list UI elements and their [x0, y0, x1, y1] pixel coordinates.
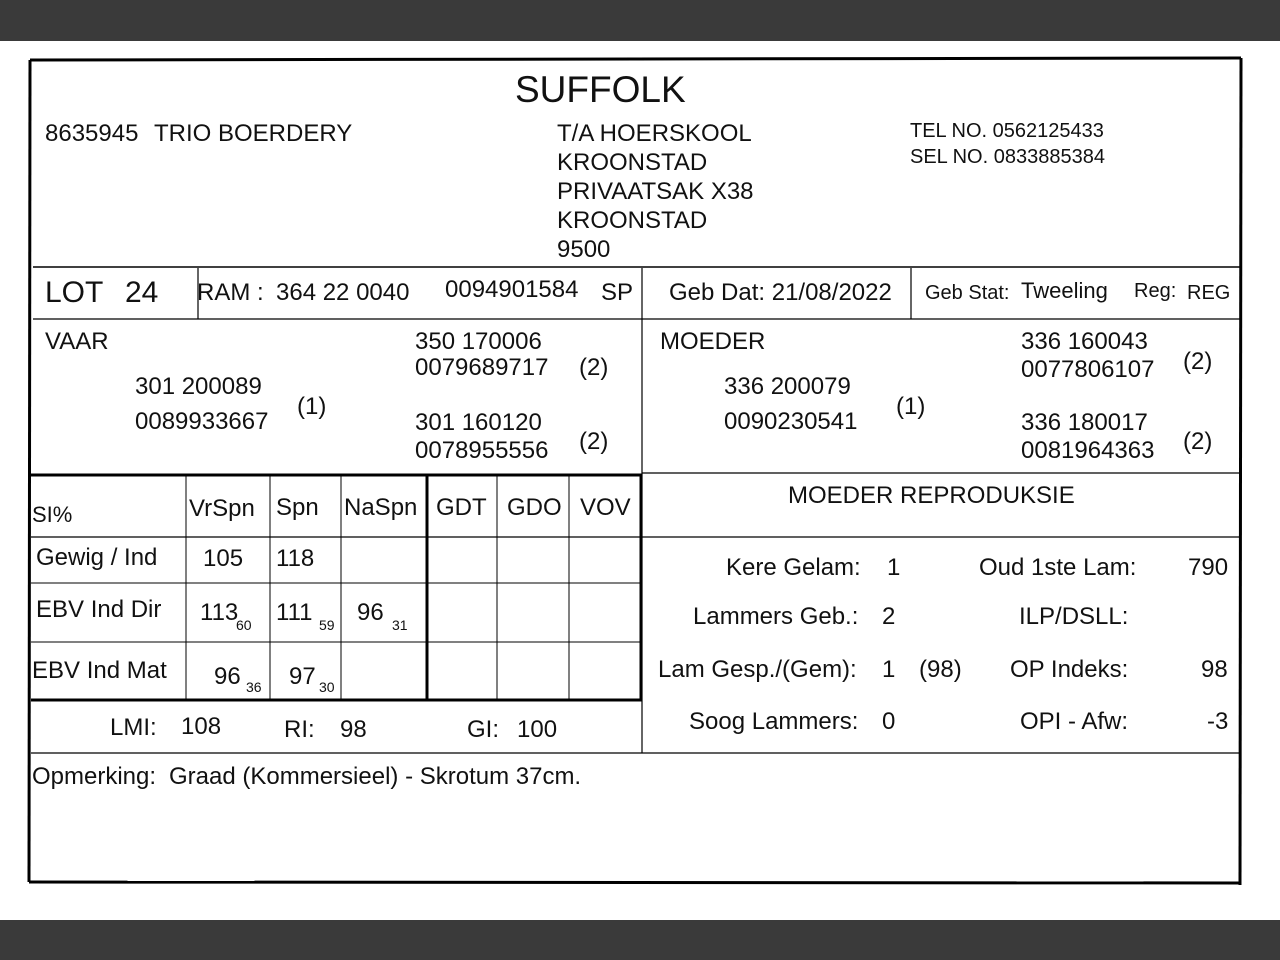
- remark-label: Opmerking:: [32, 763, 157, 790]
- sp-code: SP: [601, 279, 634, 306]
- registration-value: REG: [1187, 282, 1231, 304]
- owner-name: TRIO BOERDERY: [154, 120, 353, 147]
- remark-text: Graad (Kommersieel) - Skrotum 37cm.: [169, 763, 582, 790]
- soog-lammers-label: Soog Lammers:: [689, 708, 859, 735]
- ebv-dir-spn-accuracy: 59: [319, 617, 335, 633]
- sire-id: 301 200089: [135, 373, 262, 400]
- sire-sire-id: 350 170006: [415, 328, 542, 355]
- dam-sire-number: 0077806107: [1021, 356, 1155, 383]
- ebv-dir-spn: 111: [276, 599, 313, 626]
- dam-id: 336 200079: [724, 373, 851, 400]
- sire-label: VAAR: [45, 328, 109, 355]
- row-label-ebv-dir: EBV Ind Dir: [36, 596, 162, 623]
- breed-title: SUFFOLK: [515, 69, 686, 110]
- header-gdt: GDT: [436, 494, 487, 521]
- lam-gem-value: (98): [919, 656, 962, 683]
- ram-number: 364 22 0040: [276, 279, 410, 306]
- kere-gelam-value: 1: [887, 554, 901, 581]
- header-vov: VOV: [580, 494, 631, 521]
- lot-label: LOT: [45, 276, 104, 309]
- lam-gesp-value: 1: [882, 656, 896, 683]
- birth-date: Geb Dat: 21/08/2022: [669, 279, 892, 306]
- ri-label: RI:: [284, 716, 315, 743]
- ebv-mat-spn-accuracy: 30: [319, 679, 335, 695]
- ram-label: RAM :: [197, 279, 264, 306]
- birth-status-label: Geb Stat:: [925, 282, 1010, 304]
- lam-gesp-label: Lam Gesp./(Gem):: [658, 656, 857, 683]
- opi-afw-label: OPI - Afw:: [1020, 708, 1129, 735]
- sire-sire-number: 0079689717: [415, 354, 549, 381]
- op-indeks-label: OP Indeks:: [1010, 656, 1129, 683]
- sire-marker: (1): [297, 393, 327, 420]
- address-line-2: KROONSTAD: [557, 149, 708, 176]
- dam-marker: (1): [896, 393, 926, 420]
- registration-label: Reg:: [1134, 280, 1177, 302]
- dam-number: 0090230541: [724, 408, 858, 435]
- ram-id-number: 0094901584: [445, 276, 579, 303]
- ebv-dir-naspn: 96: [357, 599, 384, 626]
- opi-afw-value: -3: [1207, 708, 1229, 735]
- row-label-ebv-mat: EBV Ind Mat: [32, 657, 167, 684]
- dam-label: MOEDER: [660, 328, 766, 355]
- ri-value: 98: [340, 716, 367, 743]
- sire-dam-number: 0078955556: [415, 437, 549, 464]
- tel-number: TEL NO. 0562125433: [910, 120, 1104, 142]
- ebv-dir-naspn-accuracy: 31: [392, 617, 408, 633]
- lammers-geb-value: 2: [882, 603, 896, 630]
- address-postcode: 9500: [557, 236, 611, 263]
- header-gdo: GDO: [507, 494, 562, 521]
- owner-id: 8635945: [45, 120, 139, 147]
- address-line-3: PRIVAATSAK X38: [557, 178, 754, 205]
- header-naspn: NaSpn: [344, 494, 418, 521]
- address-line-4: KROONSTAD: [557, 207, 708, 234]
- sire-sire-marker: (2): [579, 354, 609, 381]
- dam-dam-id: 336 180017: [1021, 409, 1148, 436]
- kere-gelam-label: Kere Gelam:: [726, 554, 861, 581]
- cell-number: SEL NO. 0833885384: [910, 146, 1105, 168]
- lmi-value: 108: [181, 713, 222, 740]
- sire-dam-marker: (2): [579, 428, 609, 455]
- ebv-dir-vrspn-accuracy: 60: [236, 617, 252, 633]
- oud-1ste-lam-value: 790: [1188, 554, 1229, 581]
- dam-dam-marker: (2): [1183, 428, 1213, 455]
- ebv-mat-vrspn-accuracy: 36: [246, 679, 262, 695]
- repro-title: MOEDER REPRODUKSIE: [788, 482, 1075, 509]
- oud-1ste-lam-label: Oud 1ste Lam:: [979, 554, 1137, 581]
- header-vrspn: VrSpn: [189, 495, 255, 522]
- gewig-spn: 118: [276, 545, 315, 572]
- ebv-dir-vrspn: 113: [200, 599, 239, 626]
- soog-lammers-value: 0: [882, 708, 896, 735]
- dam-sire-marker: (2): [1183, 348, 1213, 375]
- ilp-dsll-label: ILP/DSLL:: [1019, 603, 1129, 630]
- lammers-geb-label: Lammers Geb.:: [693, 603, 859, 630]
- ebv-mat-vrspn: 96: [214, 663, 241, 690]
- lot-number: 24: [125, 276, 159, 309]
- gi-value: 100: [517, 716, 558, 743]
- header-spn: Spn: [276, 494, 319, 521]
- op-indeks-value: 98: [1201, 656, 1228, 683]
- gi-label: GI:: [467, 716, 500, 743]
- dam-dam-number: 0081964363: [1021, 437, 1155, 464]
- row-label-gewig: Gewig / Ind: [36, 544, 158, 571]
- sire-number: 0089933667: [135, 408, 269, 435]
- birth-status-value: Tweeling: [1021, 278, 1108, 303]
- sire-dam-id: 301 160120: [415, 409, 542, 436]
- header-si: SI%: [32, 502, 73, 527]
- address-line-1: T/A HOERSKOOL: [557, 120, 752, 147]
- lmi-label: LMI:: [110, 714, 157, 741]
- gewig-vrspn: 105: [203, 545, 244, 572]
- dam-sire-id: 336 160043: [1021, 328, 1148, 355]
- ebv-mat-spn: 97: [289, 663, 316, 690]
